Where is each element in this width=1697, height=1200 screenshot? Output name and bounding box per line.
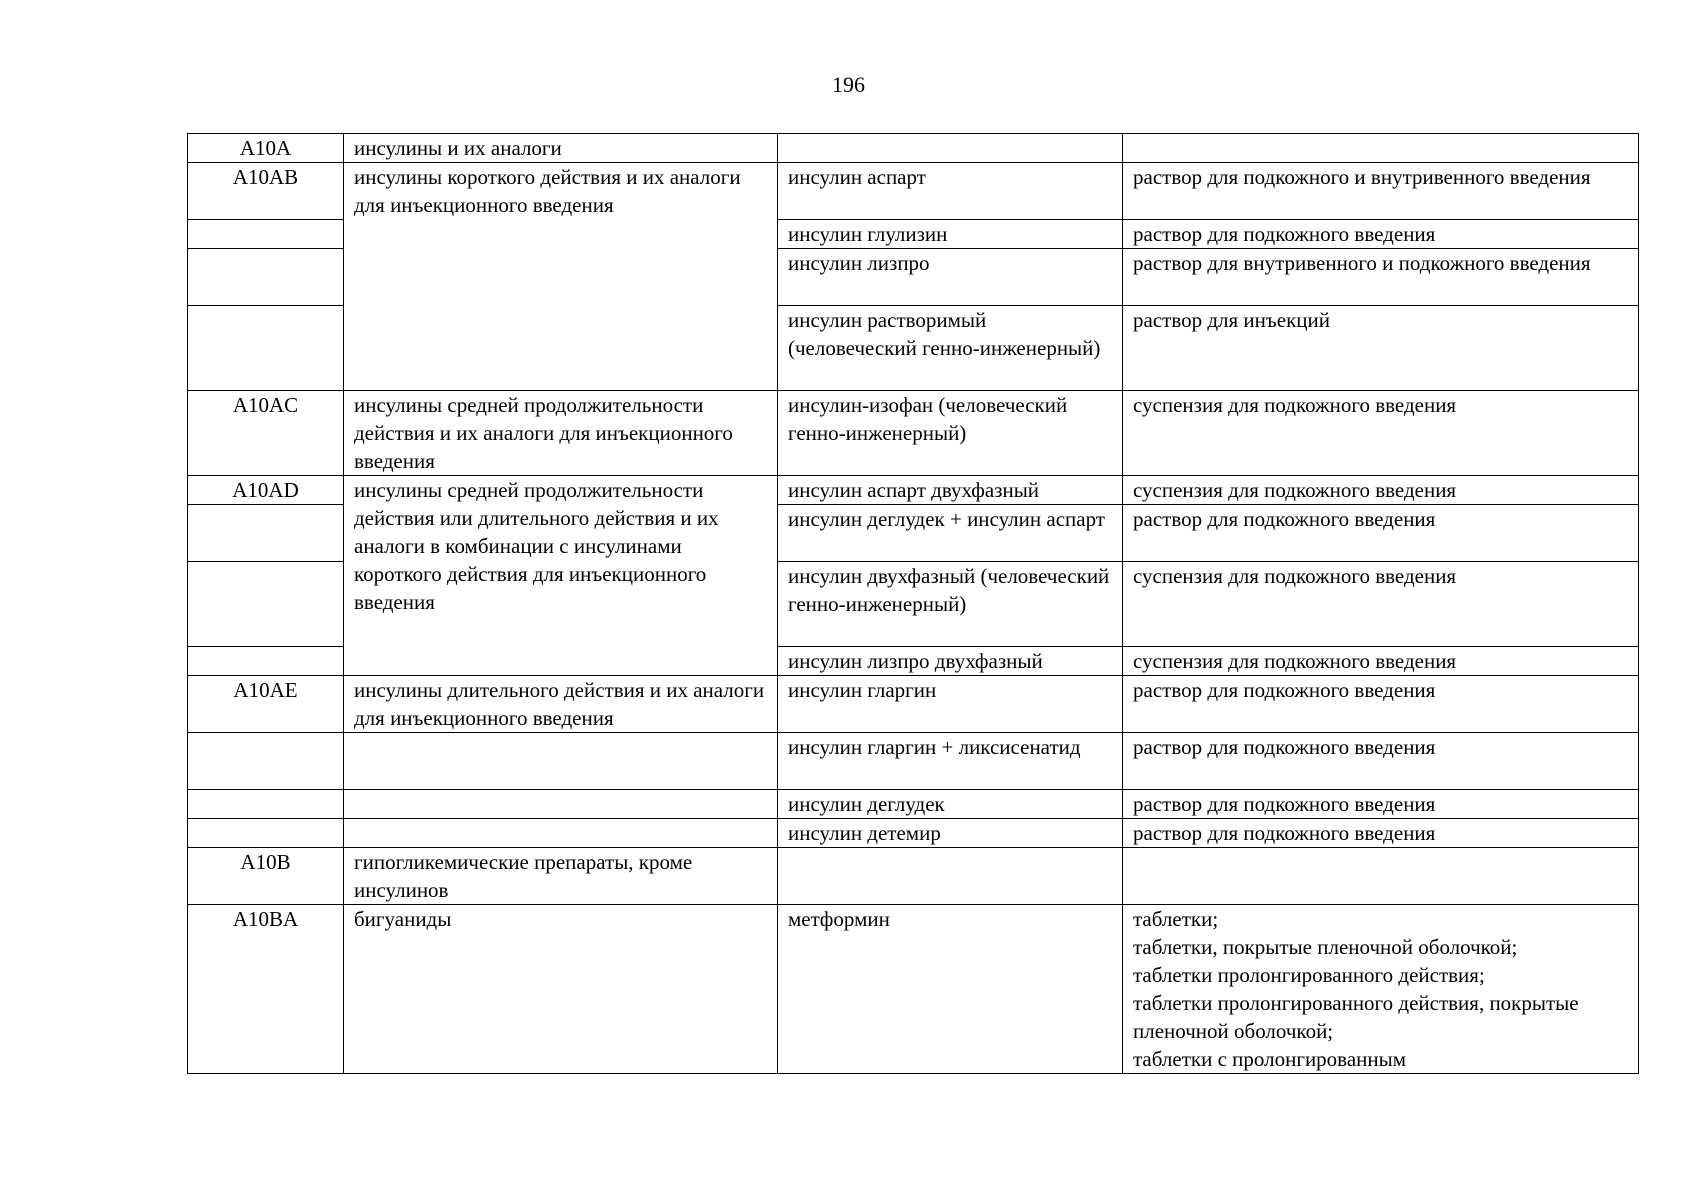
group-cell: инсулины короткого действия и их аналоги для инъекционного введения: [344, 163, 778, 391]
drug-cell: инсулин растворимый (человеческий генно-инженерный): [778, 306, 1123, 391]
atc-code-cell: [188, 790, 344, 819]
form-cell: раствор для внутривенного и подкожного введения: [1123, 249, 1639, 306]
drug-cell: инсулин глулизин: [778, 220, 1123, 249]
form-cell: раствор для подкожного введения: [1123, 505, 1639, 562]
table-row: [188, 848, 1639, 905]
form-cell: суспензия для подкожного введения: [1123, 476, 1639, 505]
drug-cell: инсулин деглудек + инсулин аспарт: [778, 505, 1123, 562]
group-cell: [344, 819, 778, 848]
drug-table: [187, 133, 1639, 1074]
group-cell: [344, 790, 778, 819]
atc-code-cell: [188, 220, 344, 249]
table-row: [188, 134, 1639, 163]
group-cell: гипогликемические препараты, кроме инсулинов: [344, 848, 778, 905]
table-row: [188, 790, 1639, 819]
form-cell: [1123, 134, 1639, 163]
form-cell: раствор для подкожного введения: [1123, 220, 1639, 249]
atc-code-cell: A10AD: [188, 476, 344, 505]
form-cell: раствор для подкожного введения: [1123, 819, 1639, 848]
drug-cell: [778, 848, 1123, 905]
drug-cell: инсулин детемир: [778, 819, 1123, 848]
form-cell: таблетки; таблетки, покрытые пленочной оболочкой; таблетки пролонгированного действия; таблетки пролонгированного действия, покрытые пленочной оболочкой; таблетки с пролонгированным: [1123, 905, 1639, 1074]
table-row: [188, 676, 1639, 733]
atc-code-cell: [188, 733, 344, 790]
atc-code-cell: A10AC: [188, 391, 344, 476]
group-cell: инсулины средней продолжительности действия или длительного действия и их аналоги в комбинации с инсулинами короткого действия для инъекционного введения: [344, 476, 778, 676]
drug-cell: инсулин двухфазный (человеческий генно-инженерный): [778, 562, 1123, 647]
atc-code-cell: A10BA: [188, 905, 344, 1074]
drug-cell: инсулин гларгин + ликсисенатид: [778, 733, 1123, 790]
atc-code-cell: [188, 505, 344, 562]
form-cell: суспензия для подкожного введения: [1123, 562, 1639, 647]
table-row: [188, 476, 1639, 505]
atc-code-cell: A10A: [188, 134, 344, 163]
drug-cell: [778, 134, 1123, 163]
form-cell: [1123, 848, 1639, 905]
form-cell: раствор для подкожного введения: [1123, 790, 1639, 819]
table-row: [188, 819, 1639, 848]
form-cell: суспензия для подкожного введения: [1123, 647, 1639, 676]
drug-cell: инсулин лизпро: [778, 249, 1123, 306]
atc-code-cell: [188, 306, 344, 391]
drug-cell: метформин: [778, 905, 1123, 1074]
table-row: [188, 733, 1639, 790]
group-cell: бигуаниды: [344, 905, 778, 1074]
form-cell: раствор для инъекций: [1123, 306, 1639, 391]
drug-cell: инсулин гларгин: [778, 676, 1123, 733]
drug-cell: инсулин аспарт двухфазный: [778, 476, 1123, 505]
page-number: 196: [832, 72, 865, 97]
drug-cell: инсулин деглудек: [778, 790, 1123, 819]
group-cell: инсулины средней продолжительности действия и их аналоги для инъекционного введения: [344, 391, 778, 476]
group-cell: [344, 733, 778, 790]
drug-cell: инсулин лизпро двухфазный: [778, 647, 1123, 676]
atc-code-cell: [188, 249, 344, 306]
group-cell: инсулины длительного действия и их аналоги для инъекционного введения: [344, 676, 778, 733]
group-cell: инсулины и их аналоги: [344, 134, 778, 163]
atc-code-cell: [188, 562, 344, 647]
form-cell: раствор для подкожного введения: [1123, 733, 1639, 790]
table-row: [188, 905, 1639, 1074]
form-cell: раствор для подкожного введения: [1123, 676, 1639, 733]
atc-code-cell: [188, 819, 344, 848]
table-row: [188, 163, 1639, 220]
drug-cell: инсулин аспарт: [778, 163, 1123, 220]
form-cell: суспензия для подкожного введения: [1123, 391, 1639, 476]
atc-code-cell: [188, 647, 344, 676]
atc-code-cell: A10AE: [188, 676, 344, 733]
atc-code-cell: A10B: [188, 848, 344, 905]
atc-code-cell: A10AB: [188, 163, 344, 220]
form-cell: раствор для подкожного и внутривенного введения: [1123, 163, 1639, 220]
drug-cell: инсулин-изофан (человеческий генно-инженерный): [778, 391, 1123, 476]
table-row: [188, 391, 1639, 476]
